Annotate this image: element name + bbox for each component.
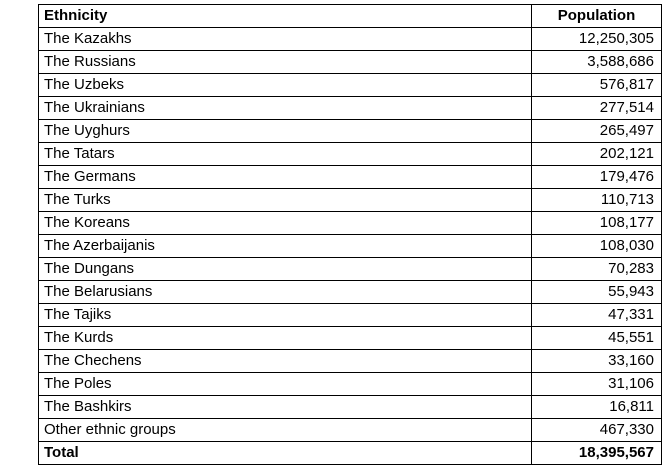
population-cell: 12,250,305 xyxy=(532,28,662,51)
table-row xyxy=(39,373,662,396)
ethnicity-cell: The Ukrainians xyxy=(39,97,532,120)
population-cell: 3,588,686 xyxy=(532,51,662,74)
table-row xyxy=(39,97,662,120)
table-row xyxy=(39,350,662,373)
table-body xyxy=(39,5,662,465)
ethnicity-cell: The Kazakhs xyxy=(39,28,532,51)
table-row xyxy=(39,281,662,304)
table-row xyxy=(39,419,662,442)
total-label: Total xyxy=(39,442,532,465)
total-row xyxy=(39,442,662,465)
population-cell: 55,943 xyxy=(532,281,662,304)
population-cell: 277,514 xyxy=(532,97,662,120)
population-cell: 31,106 xyxy=(532,373,662,396)
ethnicity-cell: The Chechens xyxy=(39,350,532,373)
population-cell: 202,121 xyxy=(532,143,662,166)
population-cell: 16,811 xyxy=(532,396,662,419)
ethnicity-cell: The Tajiks xyxy=(39,304,532,327)
table-row xyxy=(39,166,662,189)
table-row xyxy=(39,189,662,212)
ethnicity-cell: The Azerbaijanis xyxy=(39,235,532,258)
population-column-header: Population xyxy=(532,5,662,28)
population-cell: 70,283 xyxy=(532,258,662,281)
ethnicity-cell: The Germans xyxy=(39,166,532,189)
total-population: 18,395,567 xyxy=(532,442,662,465)
ethnicity-cell: The Poles xyxy=(39,373,532,396)
ethnicity-cell: The Dungans xyxy=(39,258,532,281)
population-table xyxy=(38,4,662,465)
table-row xyxy=(39,258,662,281)
population-cell: 45,551 xyxy=(532,327,662,350)
ethnicity-cell: The Russians xyxy=(39,51,532,74)
ethnicity-cell: The Uyghurs xyxy=(39,120,532,143)
table-row xyxy=(39,28,662,51)
table-row xyxy=(39,51,662,74)
table-row xyxy=(39,143,662,166)
table-row xyxy=(39,212,662,235)
ethnicity-column-header: Ethnicity xyxy=(39,5,532,28)
ethnicity-cell: The Koreans xyxy=(39,212,532,235)
table-row xyxy=(39,120,662,143)
table-row xyxy=(39,327,662,350)
population-cell: 47,331 xyxy=(532,304,662,327)
ethnicity-cell: The Uzbeks xyxy=(39,74,532,97)
population-cell: 265,497 xyxy=(532,120,662,143)
table-row xyxy=(39,235,662,258)
table-row xyxy=(39,304,662,327)
table-row xyxy=(39,74,662,97)
population-cell: 108,030 xyxy=(532,235,662,258)
population-cell: 110,713 xyxy=(532,189,662,212)
table-row xyxy=(39,396,662,419)
population-cell: 179,476 xyxy=(532,166,662,189)
population-cell: 576,817 xyxy=(532,74,662,97)
ethnicity-cell: The Bashkirs xyxy=(39,396,532,419)
ethnicity-cell: The Tatars xyxy=(39,143,532,166)
population-cell: 467,330 xyxy=(532,419,662,442)
population-cell: 33,160 xyxy=(532,350,662,373)
ethnicity-cell: The Belarusians xyxy=(39,281,532,304)
ethnicity-cell: Other ethnic groups xyxy=(39,419,532,442)
ethnicity-cell: The Kurds xyxy=(39,327,532,350)
population-cell: 108,177 xyxy=(532,212,662,235)
ethnicity-cell: The Turks xyxy=(39,189,532,212)
header-row xyxy=(39,5,662,28)
